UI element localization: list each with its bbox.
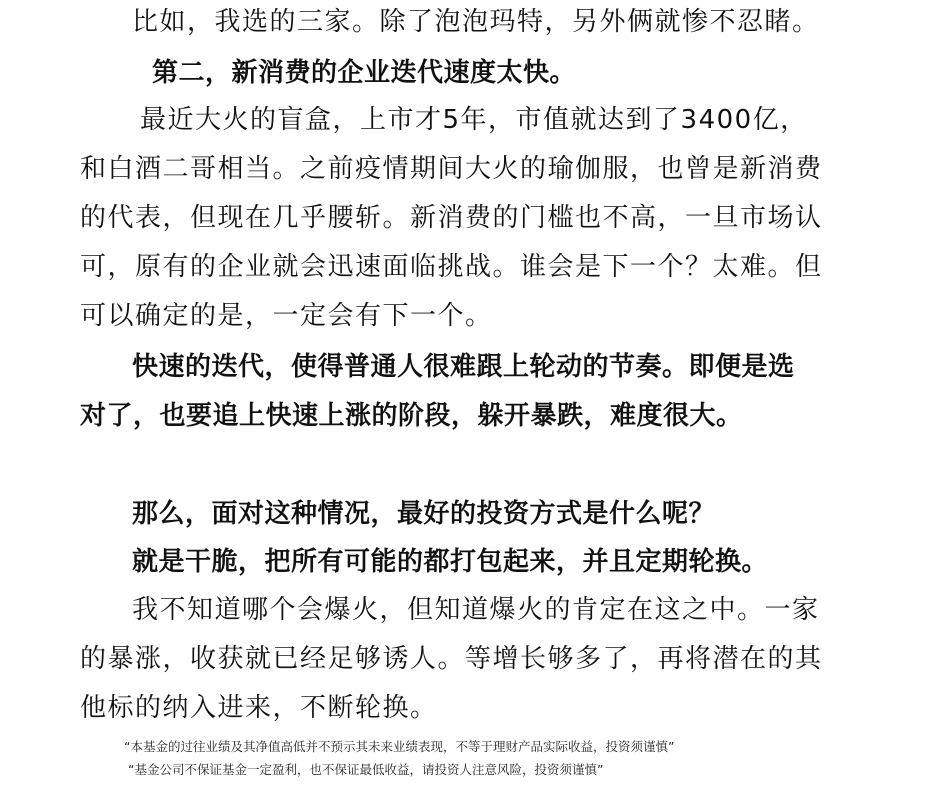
paragraph-line-4: 和白酒二哥相当。之前疫情期间大火的瑜伽服，也曾是新消费 [80, 154, 823, 184]
disclaimer-performance: “本基金的过往业绩及其净值高低并不预示其未来业绩表现，不等于理财产品实际收益，投资须谨慎” [124, 739, 675, 754]
question-heading: 那么，面对这种情况，最好的投资方式是什么呢？ [132, 499, 716, 529]
section-heading-second: 第二，新消费的企业迭代速度太快。 [152, 58, 577, 88]
paragraph-line-1: 比如，我选的三家。除了泡泡玛特，另外俩就惨不忍睹。 [132, 7, 820, 37]
disclaimer-risk: “基金公司不保证基金一定盈利，也不保证最低收益，请投资人注意风险，投资须谨慎” [128, 762, 604, 777]
emphasis-line-1: 快速的迭代，使得普通人很难跟上轮动的节奏。即便是选 [132, 352, 795, 382]
paragraph-line-3: 最近大火的盲盒，上市才5年，市值就达到了3400亿， [140, 105, 808, 135]
paragraph-line-6: 可，原有的企业就会迅速面临挑战。谁会是下一个？太难。但 [80, 252, 823, 282]
paragraph-line-12: 我不知道哪个会爆火，但知道爆火的肯定在这之中。一家 [132, 595, 820, 625]
emphasis-line-2: 对了，也要追上快速上涨的阶段，躲开暴跌，难度很大。 [80, 401, 743, 431]
paragraph-line-14: 他标的纳入进来，不断轮换。 [80, 693, 438, 723]
answer-heading: 就是干脆，把所有可能的都打包起来，并且定期轮换。 [132, 547, 769, 577]
paragraph-line-7: 可以确定的是，一定会有下一个。 [80, 301, 493, 331]
paragraph-line-5: 的代表，但现在几乎腰斩。新消费的门槛也不高，一旦市场认 [80, 203, 823, 233]
paragraph-line-13: 的暴涨，收获就已经足够诱人。等增长够多了，再将潜在的其 [80, 644, 823, 674]
